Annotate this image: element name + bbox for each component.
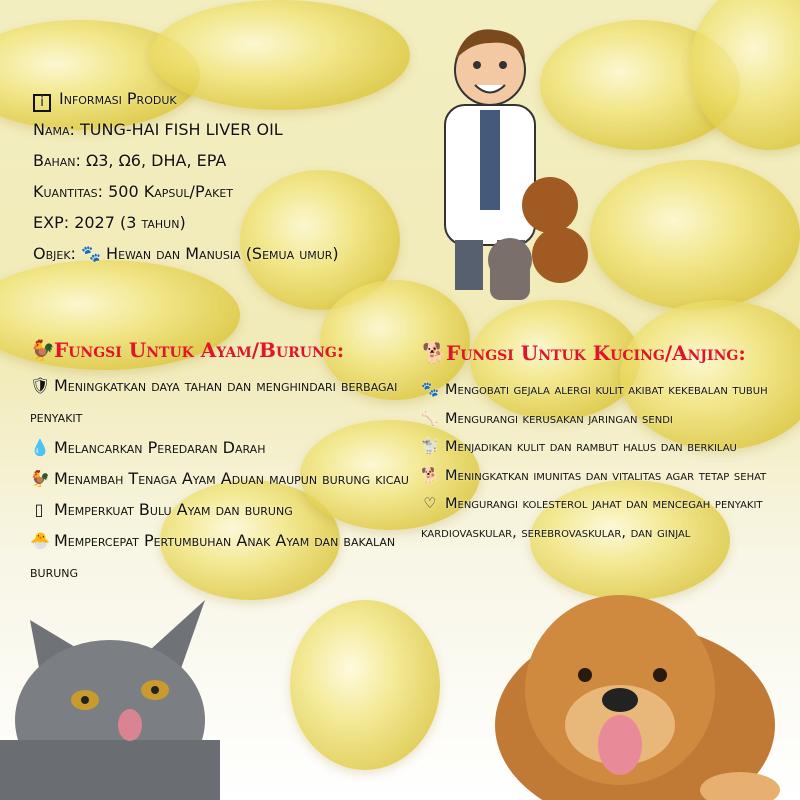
item-text: Mengurangi kerusakan jaringan sendi <box>445 410 673 427</box>
item-text: Menambah Tenaga Ayam Aduan maupun burung kicau <box>54 469 409 488</box>
pets-heading <box>422 341 746 365</box>
list-item <box>421 405 796 434</box>
drop-icon: 💧 <box>30 438 50 457</box>
product-info-title <box>33 83 339 114</box>
info-title-text: Informasi Produk <box>59 89 177 108</box>
poultry-benefits-list <box>30 370 410 587</box>
list-item <box>421 462 796 491</box>
list-item <box>421 376 796 405</box>
item-text: Memperkuat Bulu Ayam dan burung <box>54 500 293 519</box>
poultry-heading-text: Fungsi Untuk Ayam/Burung: <box>54 338 345 362</box>
hatching-egg-icon: 🐣 <box>30 531 50 550</box>
bone-icon: 🦴 <box>421 410 440 427</box>
item-text: Mengurangi kolesterol jahat dan mencegah penyakit kardiovaskular, serebrovaskular, dan ginjal <box>421 496 763 541</box>
list-item <box>30 525 410 587</box>
shield-icon: 🛡 <box>30 376 51 395</box>
product-quantity: Kuantitas: 500 Kapsul/Paket <box>33 182 233 201</box>
pets-benefits-list <box>421 376 796 547</box>
rooster-icon: 🐓 <box>30 338 55 362</box>
feather-icon: ▯ <box>34 500 44 519</box>
product-name: Nama: TUNG-HAI FISH LIVER OIL <box>33 120 283 139</box>
item-text: Melancarkan Peredaran Darah <box>54 438 266 457</box>
list-item <box>30 463 410 494</box>
list-item <box>30 494 410 525</box>
dog-icon: 🐕 <box>422 341 447 365</box>
item-text: Meningkatkan imunitas dan vitalitas agar tetap sehat <box>445 467 767 484</box>
product-target: Objek: 🐾 Hewan dan Manusia (Semua umur) <box>33 244 339 263</box>
dog-photo <box>470 595 800 800</box>
poultry-heading <box>30 338 344 362</box>
product-expiry: EXP: 2027 (3 tahun) <box>33 213 186 232</box>
running-dog-icon: 🐕 <box>421 467 440 484</box>
list-item <box>30 370 410 432</box>
list-item <box>30 432 410 463</box>
list-item <box>421 433 796 462</box>
rooster-head-icon: 🐓 <box>30 469 50 488</box>
cat-photo <box>0 590 220 800</box>
info-icon: i <box>33 94 51 112</box>
product-info <box>33 83 339 269</box>
pets-heading-text: Fungsi Untuk Kucing/Anjing: <box>446 341 746 365</box>
doctor-with-pets-illustration <box>425 15 595 305</box>
poodle-icon: 🐩 <box>421 439 440 455</box>
item-text: Mempercepat Pertumbuhan Anak Ayam dan bakalan burung <box>30 531 396 581</box>
product-ingredients: Bahan: Ω3, Ω6, DHA, EPA <box>33 151 227 170</box>
heart-icon: ♡ <box>423 496 437 512</box>
item-text: Meningkatkan daya tahan dan menghindari berbagai penyakit <box>30 376 398 426</box>
list-item <box>421 490 796 547</box>
paw-icon: 🐾 <box>421 382 440 398</box>
item-text: Menjadikan kulit dan rambut halus dan berkilau <box>445 439 737 455</box>
item-text: Mengobati gejala alergi kulit akibat kekebalan tubuh <box>445 382 768 398</box>
